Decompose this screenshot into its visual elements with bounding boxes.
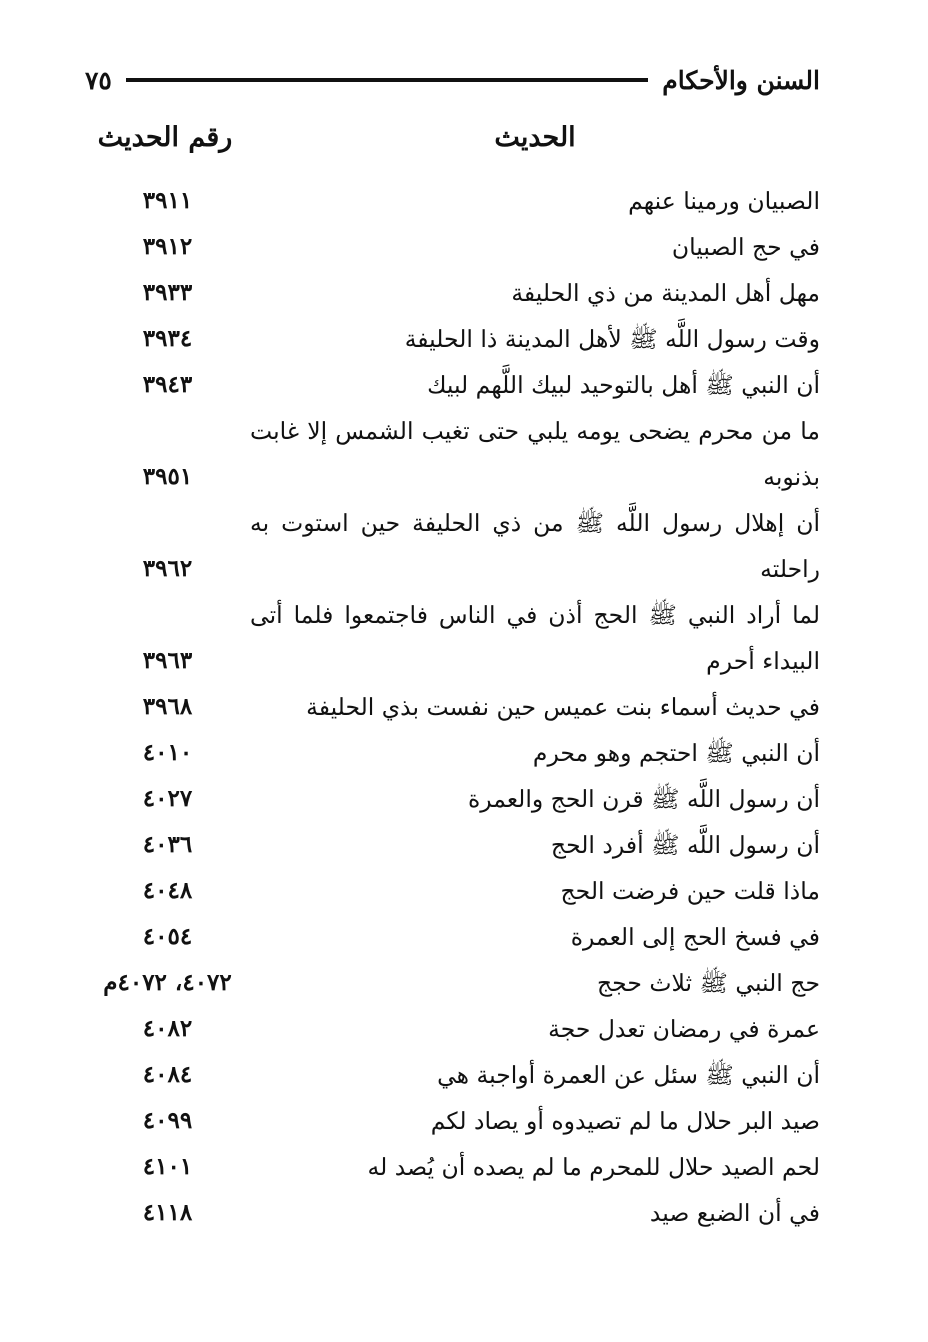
hadith-text: أن النبي ﷺ أهل بالتوحيد لبيك اللَّهم لبيك: [427, 371, 820, 399]
index-row: [85, 1144, 820, 1190]
hadith-text: أن رسول اللَّه ﷺ أفرد الحج: [550, 831, 820, 859]
index-row: [85, 914, 820, 960]
index-row: [85, 500, 820, 592]
hadith-number: ٣٩٦٣: [142, 647, 193, 674]
hadith-number: ٤٠٤٨: [142, 877, 193, 904]
index-row: [85, 362, 820, 408]
index-row: [85, 1006, 820, 1052]
hadith-text: في فسخ الحج إلى العمرة: [570, 923, 820, 951]
index-row: [85, 960, 820, 1006]
hadith-number: ٤٠٨٤: [142, 1061, 193, 1088]
hadith-text: الصبيان ورمينا عنهم: [628, 187, 820, 215]
index-row: [85, 684, 820, 730]
hadith-number: ٤٠٥٤: [142, 923, 193, 950]
hadith-number: ٤١٠١: [142, 1153, 193, 1180]
column-header-hadith: الحديث: [494, 122, 576, 153]
hadith-number: ٤٠٧٢، ٤٠٧٢م: [103, 969, 232, 996]
hadith-text: في حج الصبيان: [671, 233, 820, 261]
hadith-number: ٣٩٥١: [142, 463, 193, 490]
hadith-text: وقت رسول اللَّه ﷺ لأهل المدينة ذا الحليفة: [404, 325, 820, 353]
column-header-number: رقم الحديث: [97, 122, 233, 153]
hadith-text: ما من محرم يضحى يومه يلبي حتى تغيب الشمس إلا غابت بذنوبه: [250, 417, 820, 491]
hadith-number: ٣٩٤٣: [142, 371, 193, 398]
hadith-text: صيد البر حلال ما لم تصيدوه أو يصاد لكم: [430, 1107, 820, 1135]
hadith-number: ٤٠٩٩: [142, 1107, 193, 1134]
hadith-number: ٣٩١٢: [142, 233, 193, 260]
hadith-text: أن النبي ﷺ سئل عن العمرة أواجبة هي: [437, 1061, 820, 1089]
page-header: [85, 60, 820, 100]
hadith-text: لما أراد النبي ﷺ الحج أذن في الناس فاجتمعوا فلما أتى البيداء أحرم: [250, 601, 820, 675]
running-title: السنن والأحكام: [662, 65, 820, 95]
hadith-text: في أن الضبع صيد: [649, 1199, 820, 1227]
index-row: [85, 822, 820, 868]
index-row: [85, 868, 820, 914]
index-row: [85, 270, 820, 316]
hadith-number: ٤٠٢٧: [142, 785, 193, 812]
hadith-index-list: [85, 178, 820, 1236]
index-row: [85, 316, 820, 362]
hadith-text: أن النبي ﷺ احتجم وهو محرم: [532, 739, 820, 767]
index-row: [85, 178, 820, 224]
hadith-number: ٣٩٦٢: [142, 555, 193, 582]
hadith-text: ماذا قلت حين فرضت الحج: [560, 877, 820, 905]
index-row: [85, 408, 820, 500]
hadith-text: عمرة في رمضان تعدل حجة: [548, 1015, 820, 1043]
hadith-number: ٣٩٣٣: [142, 279, 193, 306]
index-row: [85, 1052, 820, 1098]
index-row: [85, 224, 820, 270]
hadith-text: أن رسول اللَّه ﷺ قرن الحج والعمرة: [467, 785, 820, 813]
header-rule: [126, 78, 648, 82]
hadith-number: ٣٩٦٨: [142, 693, 193, 720]
index-row: [85, 1190, 820, 1236]
hadith-number: ٤٠٣٦: [142, 831, 193, 858]
hadith-text: مهل أهل المدينة من ذي الحليفة: [511, 279, 820, 307]
hadith-number: ٤٠١٠: [142, 739, 193, 766]
hadith-text: لحم الصيد حلال للمحرم ما لم يصده أن يُصد له: [367, 1153, 820, 1181]
index-row: [85, 592, 820, 684]
page-number: ٧٥: [85, 65, 112, 95]
hadith-number: ٤١١٨: [142, 1199, 193, 1226]
index-row: [85, 776, 820, 822]
hadith-text: حج النبي ﷺ ثلاث حجج: [597, 969, 820, 997]
index-row: [85, 1098, 820, 1144]
hadith-text: في حديث أسماء بنت عميس حين نفست بذي الحليفة: [306, 693, 820, 721]
hadith-number: ٣٩١١: [142, 187, 193, 214]
hadith-number: ٣٩٣٤: [142, 325, 193, 352]
index-row: [85, 730, 820, 776]
hadith-text: أن إهلال رسول اللَّه ﷺ من ذي الحليفة حين استوت به راحلته: [250, 509, 820, 583]
hadith-number: ٤٠٨٢: [142, 1015, 193, 1042]
